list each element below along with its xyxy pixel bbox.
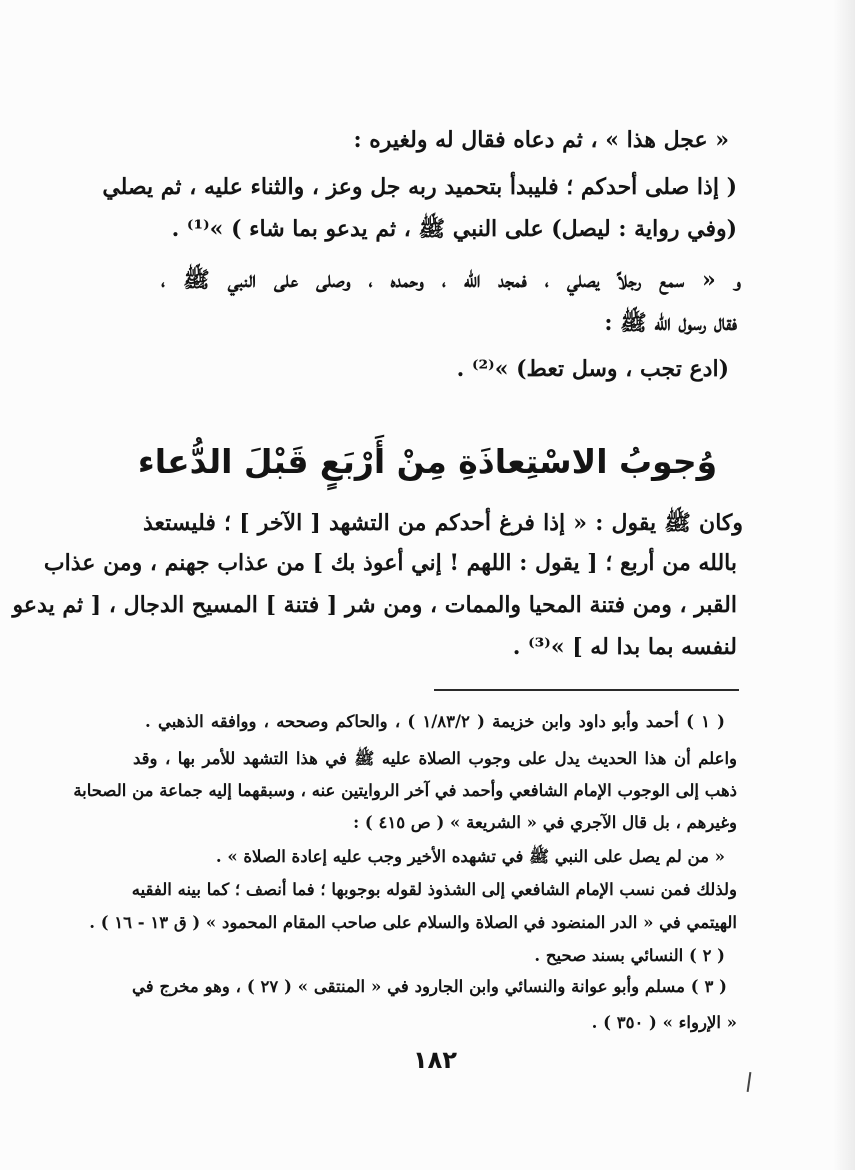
page-edge-shadow <box>833 0 855 1170</box>
text-line: ( إذا صلى أحدكم ؛ فليبدأ بتحميد ربه جل وعز ، والثناء عليه ، ثم يصلي <box>102 174 737 200</box>
footnote-separator <box>434 689 739 691</box>
footnote-line: « الإرواء » ( ٣٥٠ ) . <box>591 1013 737 1032</box>
text-line: وكان ﷺ يقول : « إذا فرغ أحدكم من التشهد [ الآخر ] ؛ فليستعذ <box>143 510 743 536</box>
footnote-line: الهيتمي في « الدر المنضود في الصلاة والسلام على صاحب المقام المحمود » ( ق ١٣ - ١٦ ) . <box>89 913 737 932</box>
footnote-line: ذهب إلى الوجوب الإمام الشافعي وأحمد في آخر الروايتين عنه ، وسبقهما إليه جماعة من الصحابة <box>73 781 737 800</box>
footnote-line: ( ٢ ) النسائي بسند صحيح . <box>534 946 725 965</box>
footnote-line: واعلم أن هذا الحديث يدل على وجوب الصلاة عليه ﷺ في هذا التشهد للأمر بها ، وقد <box>133 749 737 768</box>
section-heading: وُجوبُ الاسْتِعاذَةِ مِنْ أَرْبَعٍ قَبْلَ الدُّعاء <box>137 442 718 481</box>
text-line: فقال رسول الله ﷺ : <box>604 310 737 336</box>
text-line: (ادع تجب ، وسل تعط) »⁽²⁾ . <box>456 356 729 382</box>
footnote-line: ( ١ ) أحمد وأبو داود وابن خزيمة ( ١/٨٣/٢ ) ، والحاكم وصححه ، ووافقه الذهبي . <box>145 712 725 731</box>
page-number: ١٨٢ <box>413 1046 457 1074</box>
margin-pencil-mark <box>747 1072 752 1092</box>
footnote-line: « من لم يصل على النبي ﷺ في تشهده الأخير وجب عليه إعادة الصلاة » . <box>215 847 725 866</box>
text-line: لنفسه بما بدا له ] »⁽³⁾ . <box>512 634 737 660</box>
footnote-line: ولذلك فمن نسب الإمام الشافعي إلى الشذوذ لقوله بوجوبها ؛ فما أنصف ؛ كما بينه الفقيه <box>131 880 737 899</box>
footnote-line: وغيرهم ، بل قال الآجري في « الشريعة » ( ص ٤١٥ ) : <box>353 813 737 832</box>
text-line: القبر ، ومن فتنة المحيا والممات ، ومن شر [ فتنة ] المسيح الدجال ، [ ثم يدعو <box>12 592 737 618</box>
text-line: (وفي رواية : ليصل) على النبي ﷺ ، ثم يدعو بما شاء ) »⁽¹⁾ . <box>171 216 737 242</box>
text-line: « عجل هذا » ، ثم دعاه فقال له ولغيره : <box>353 127 729 153</box>
footnote-line: ( ٣ ) مسلم وأبو عوانة والنسائي وابن الجارود في « المنتقى » ( ٢٧ ) ، وهو مخرج في <box>132 977 727 996</box>
text-line: بالله من أربع ؛ [ يقول : اللهم ! إني أعوذ بك ] من عذاب جهنم ، ومن عذاب <box>43 550 737 576</box>
text-line: و « سمع رجلاً يصلي ، فمجد الله ، وحمده ، وصلى على النبي ﷺ ، <box>161 267 741 293</box>
